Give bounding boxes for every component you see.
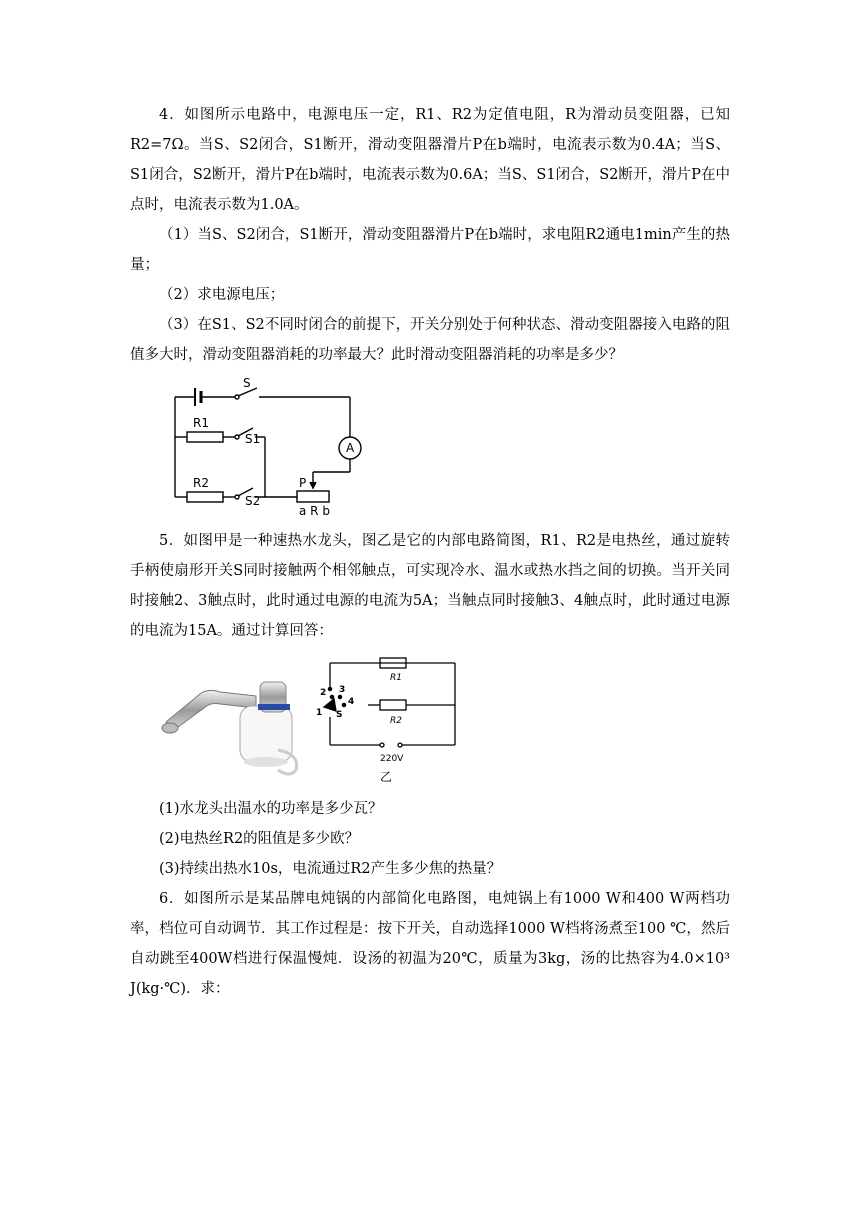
label-r2: R2: [193, 476, 209, 490]
figure-caption: 乙: [380, 770, 393, 784]
q5-sub-2: (2)电热丝R2的阻值是多少欧？: [159, 831, 360, 847]
question-5-subs: [130, 794, 730, 884]
label-contact-1: 1: [316, 708, 323, 718]
label-r2: R2: [390, 716, 402, 726]
label-p: P: [299, 476, 307, 490]
rheostat-icon: [297, 491, 329, 502]
q5-intro: 5．如图甲是一种速热水龙头，图乙是它的内部电路简图，R1、R2是电热丝，通过旋转手柄使扇形开关S同时接触两个相邻触点，可实现冷水、温水或热水挡之间的切换。当开关同时接触2、3触点时，此时通过电源的电流为5A；当触点同时接触3、4触点时，此时通过电源的电流为15A。通过计算回答：: [130, 533, 730, 639]
q5-circuit-diagram: [310, 655, 465, 785]
label-contact-2: 2: [320, 688, 327, 698]
question-6: [130, 884, 730, 1004]
label-switch-s: S: [336, 710, 343, 720]
label-rheostat-ends: a R b: [299, 504, 330, 518]
label-s1: S1: [245, 432, 261, 446]
q4-sub-2: （2）求电源电压；: [159, 287, 285, 303]
question-5: [130, 526, 730, 646]
q4-intro: 4．如图所示电路中，电源电压一定，R1、R2为定值电阻，R为滑动员变阻器，已知R2=7Ω。当S、S2闭合，S1断开，滑动变阻器滑片P在b端时，电流表示数为0.4A；当S、S1闭合，S2断开，滑片P在b端时，电流表示数为0.6A；当S、S1闭合，S2断开，滑片P在中点时，电流表示数为1.0A。: [130, 107, 730, 213]
faucet-photo: [160, 670, 310, 780]
resistor-r2-icon: [380, 700, 406, 710]
resistor-r2-icon: [187, 492, 223, 502]
q5-sub-1: (1)水龙头出温水的功率是多少瓦？: [159, 801, 383, 817]
label-contact-4: 4: [348, 697, 355, 707]
fan-switch-icon: [324, 699, 336, 711]
label-voltage: 220V: [380, 754, 404, 764]
q4-circuit-diagram: [165, 375, 365, 520]
question-4: [130, 100, 730, 370]
q4-sub-1: （1）当S、S2闭合，S1断开，滑动变阻器滑片P在b端时，求电阻R2通电1min产生的热量；: [130, 227, 730, 273]
label-contact-3: 3: [339, 685, 346, 695]
label-r1: R1: [390, 673, 402, 683]
label-s2: S2: [245, 494, 261, 508]
resistor-r1-icon: [187, 432, 223, 442]
q5-sub-3: (3)持续出热水10s，电流通过R2产生多少焦的热量？: [159, 861, 502, 877]
label-s: S: [243, 376, 251, 390]
q6-intro: 6．如图所示是某品牌电炖锅的内部简化电路图，电炖锅上有1000 W和400 W两档功率，档位可自动调节．其工作过程是：按下开关，自动选择1000 W档将汤煮至100 ℃，然后自动跳至400W档进行保温慢炖．设汤的初温为20℃，质量为3kg，汤的比热容为4.0×10³ J(kg·℃)．求：: [130, 891, 730, 997]
label-ammeter: A: [346, 441, 355, 455]
q4-sub-3: （3）在S1、S2不同时闭合的前提下，开关分别处于何种状态、滑动变阻器接入电路的阻值多大时，滑动变阻器消耗的功率最大？此时滑动变阻器消耗的功率是多少？: [130, 317, 730, 363]
label-r1: R1: [193, 416, 209, 430]
